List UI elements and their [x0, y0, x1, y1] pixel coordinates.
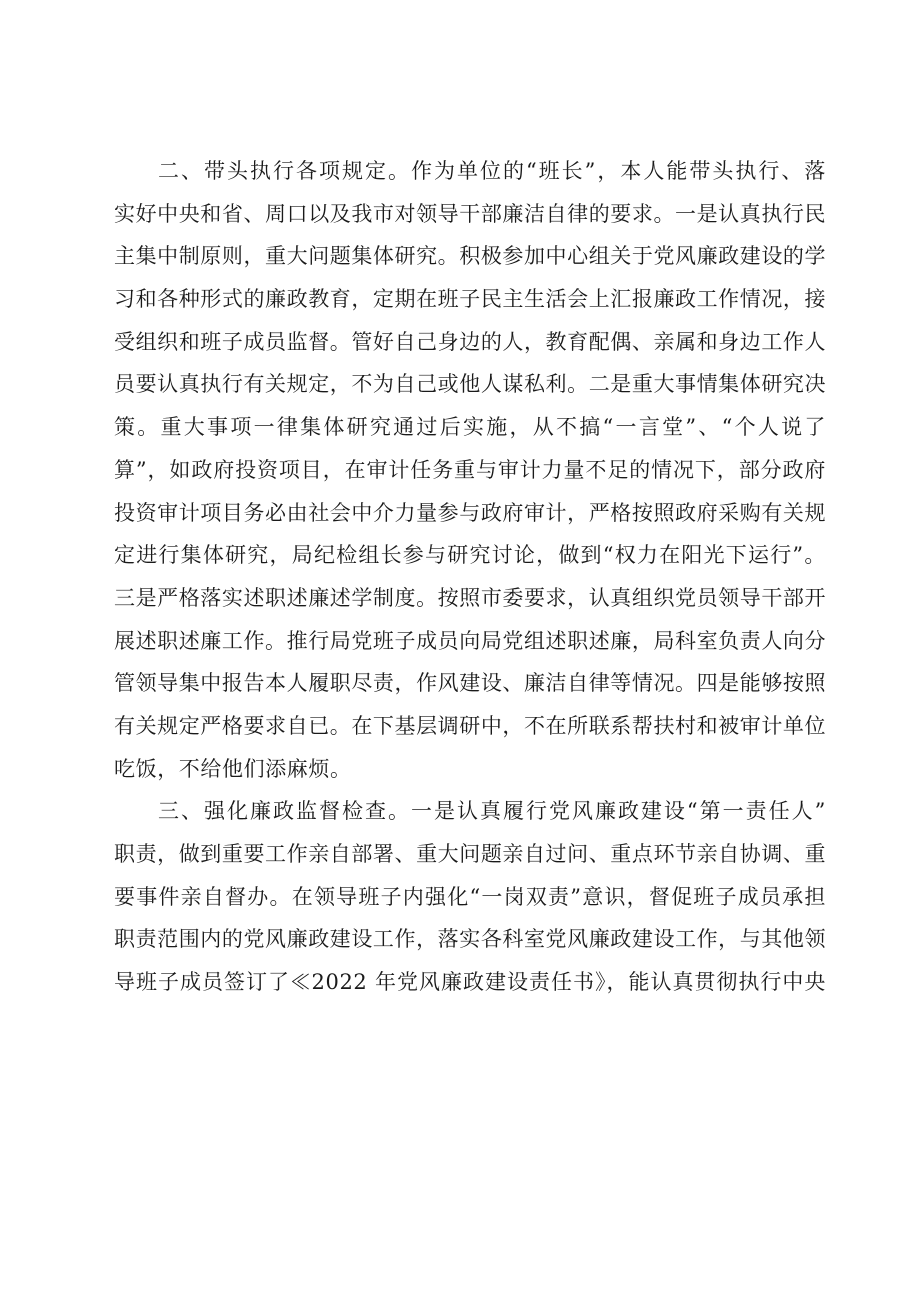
paragraph-line: 要事件亲自督办。在领导班子内强化“一岗双责”意识，督促班子成员承担: [114, 884, 826, 909]
paragraph-line: 习和各种形式的廉政教育，定期在班子民主生活会上汇报廉政工作情况，接: [114, 287, 826, 312]
paragraph-line: 策。重大事项一律集体研究通过后实施，从不搞“一言堂”、“个人说了: [114, 415, 826, 440]
paragraph-line: 三是严格落实述职述廉述学制度。按照市委要求，认真组织党员领导干部开: [114, 585, 826, 610]
paragraph-line: 导班子成员签订了≪2022 年党风廉政建设责任书》，能认真贯彻执行中央: [114, 970, 826, 995]
paragraph-line: 员要认真执行有关规定，不为自己或他人谋私利。二是重大事情集体研究决: [114, 372, 826, 397]
paragraph-supervision: [114, 790, 826, 1003]
paragraph-line: 算”，如政府投资项目，在审计任务重与审计力量不足的情况下，部分政府: [114, 457, 826, 482]
paragraph-line: 实好中央和省、周口以及我市对领导干部廉洁自律的要求。一是认真执行民: [114, 201, 826, 226]
document-body: [114, 150, 826, 1004]
paragraph-line: 受组织和班子成员监督。管好自己身边的人，教育配偶、亲属和身边工作人: [114, 329, 826, 354]
paragraph-line: 定进行集体研究，局纪检组长参与研究讨论，做到“权力在阳光下运行”。: [114, 543, 826, 568]
paragraph-line: 有关规定严格要求自已。在下基层调研中，不在所联系帮扶村和被审计单位: [114, 713, 826, 738]
paragraph-line: 二、带头执行各项规定。作为单位的“班长”，本人能带头执行、落: [158, 159, 826, 183]
paragraph-line: 管领导集中报告本人履职尽责，作风建设、廉洁自律等情况。四是能够按照: [114, 671, 826, 696]
paragraph-line: 职责，做到重要工作亲自部署、重大问题亲自过问、重点环节亲自协调、重: [114, 842, 826, 866]
paragraph-regulations: [114, 150, 826, 790]
paragraph-line: 展述职述廉工作。推行局党班子成员向局党组述职述廉，局科室负责人向分: [114, 628, 826, 653]
paragraph-line: 主集中制原则，重大问题集体研究。积极参加中心组关于党风廉政建设的学: [114, 244, 826, 269]
paragraph-line: 吃饭，不给他们添麻烦。: [114, 756, 352, 781]
paragraph-line: 投资审计项目务必由社会中介力量参与政府审计，严格按照政府采购有关规: [114, 500, 826, 525]
paragraph-line: 三、强化廉政监督检查。一是认真履行党风廉政建设“第一责任人”: [158, 799, 826, 824]
paragraph-line: 职责范围内的党风廉政建设工作，落实各科室党风廉政建设工作，与其他领: [114, 927, 826, 952]
